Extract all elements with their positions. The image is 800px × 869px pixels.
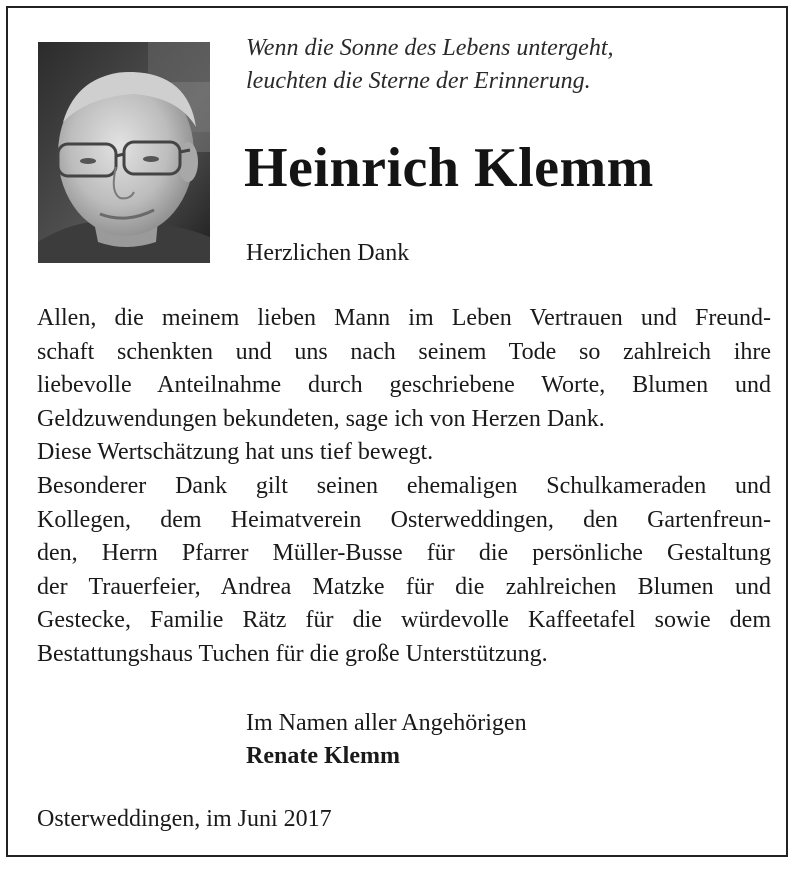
text-line: Kollegen, dem Heimatverein Osterweddingen, den Gartenfreun- — [37, 506, 771, 533]
text-line: Geldzuwendungen bekundeten, sage ich von Herzen Dank. — [37, 405, 605, 432]
deceased-name: Heinrich Klemm — [244, 137, 654, 199]
text-line: Gestecke, Familie Rätz für die würdevolle Kaffeetafel sowie dem — [37, 607, 771, 634]
place-date: Osterweddingen, im Juni 2017 — [37, 806, 332, 832]
thanks-heading: Herzlichen Dank — [246, 240, 410, 266]
text-line: schaft schenkten und uns nach seinem Tode so zahlreich ihre — [37, 338, 771, 365]
quote-line-2: leuchten die Sterne der Erinnerung. — [246, 68, 591, 94]
quote-line-1: Wenn die Sonne des Lebens untergeht, — [246, 35, 614, 61]
text-line: Diese Wertschätzung hat uns tief bewegt. — [37, 439, 434, 466]
obituary-card — [6, 6, 788, 857]
portrait-image — [38, 42, 210, 263]
text-line: der Trauerfeier, Andrea Matzke für die zahlreichen Blumen und — [37, 573, 771, 600]
text-line: Besonderer Dank gilt seinen ehemaligen Schulkameraden und — [37, 472, 771, 499]
text-line: Allen, die meinem lieben Mann im Leben Vertrauen und Freund- — [37, 305, 771, 331]
memorial-quote — [246, 32, 614, 98]
portrait-photo — [38, 42, 210, 263]
text-line: den, Herrn Pfarrer Müller-Busse für die persönliche Gestaltung — [37, 540, 771, 567]
signature-line: Im Namen aller Angehörigen — [246, 710, 527, 736]
text-line: liebevolle Anteilnahme durch geschriebene Worte, Blumen und — [37, 372, 771, 399]
signer-name: Renate Klemm — [246, 743, 400, 769]
signature-block — [246, 707, 527, 773]
thanks-text — [37, 302, 771, 672]
text-line: Bestattungshaus Tuchen für die große Unterstützung. — [37, 640, 548, 667]
